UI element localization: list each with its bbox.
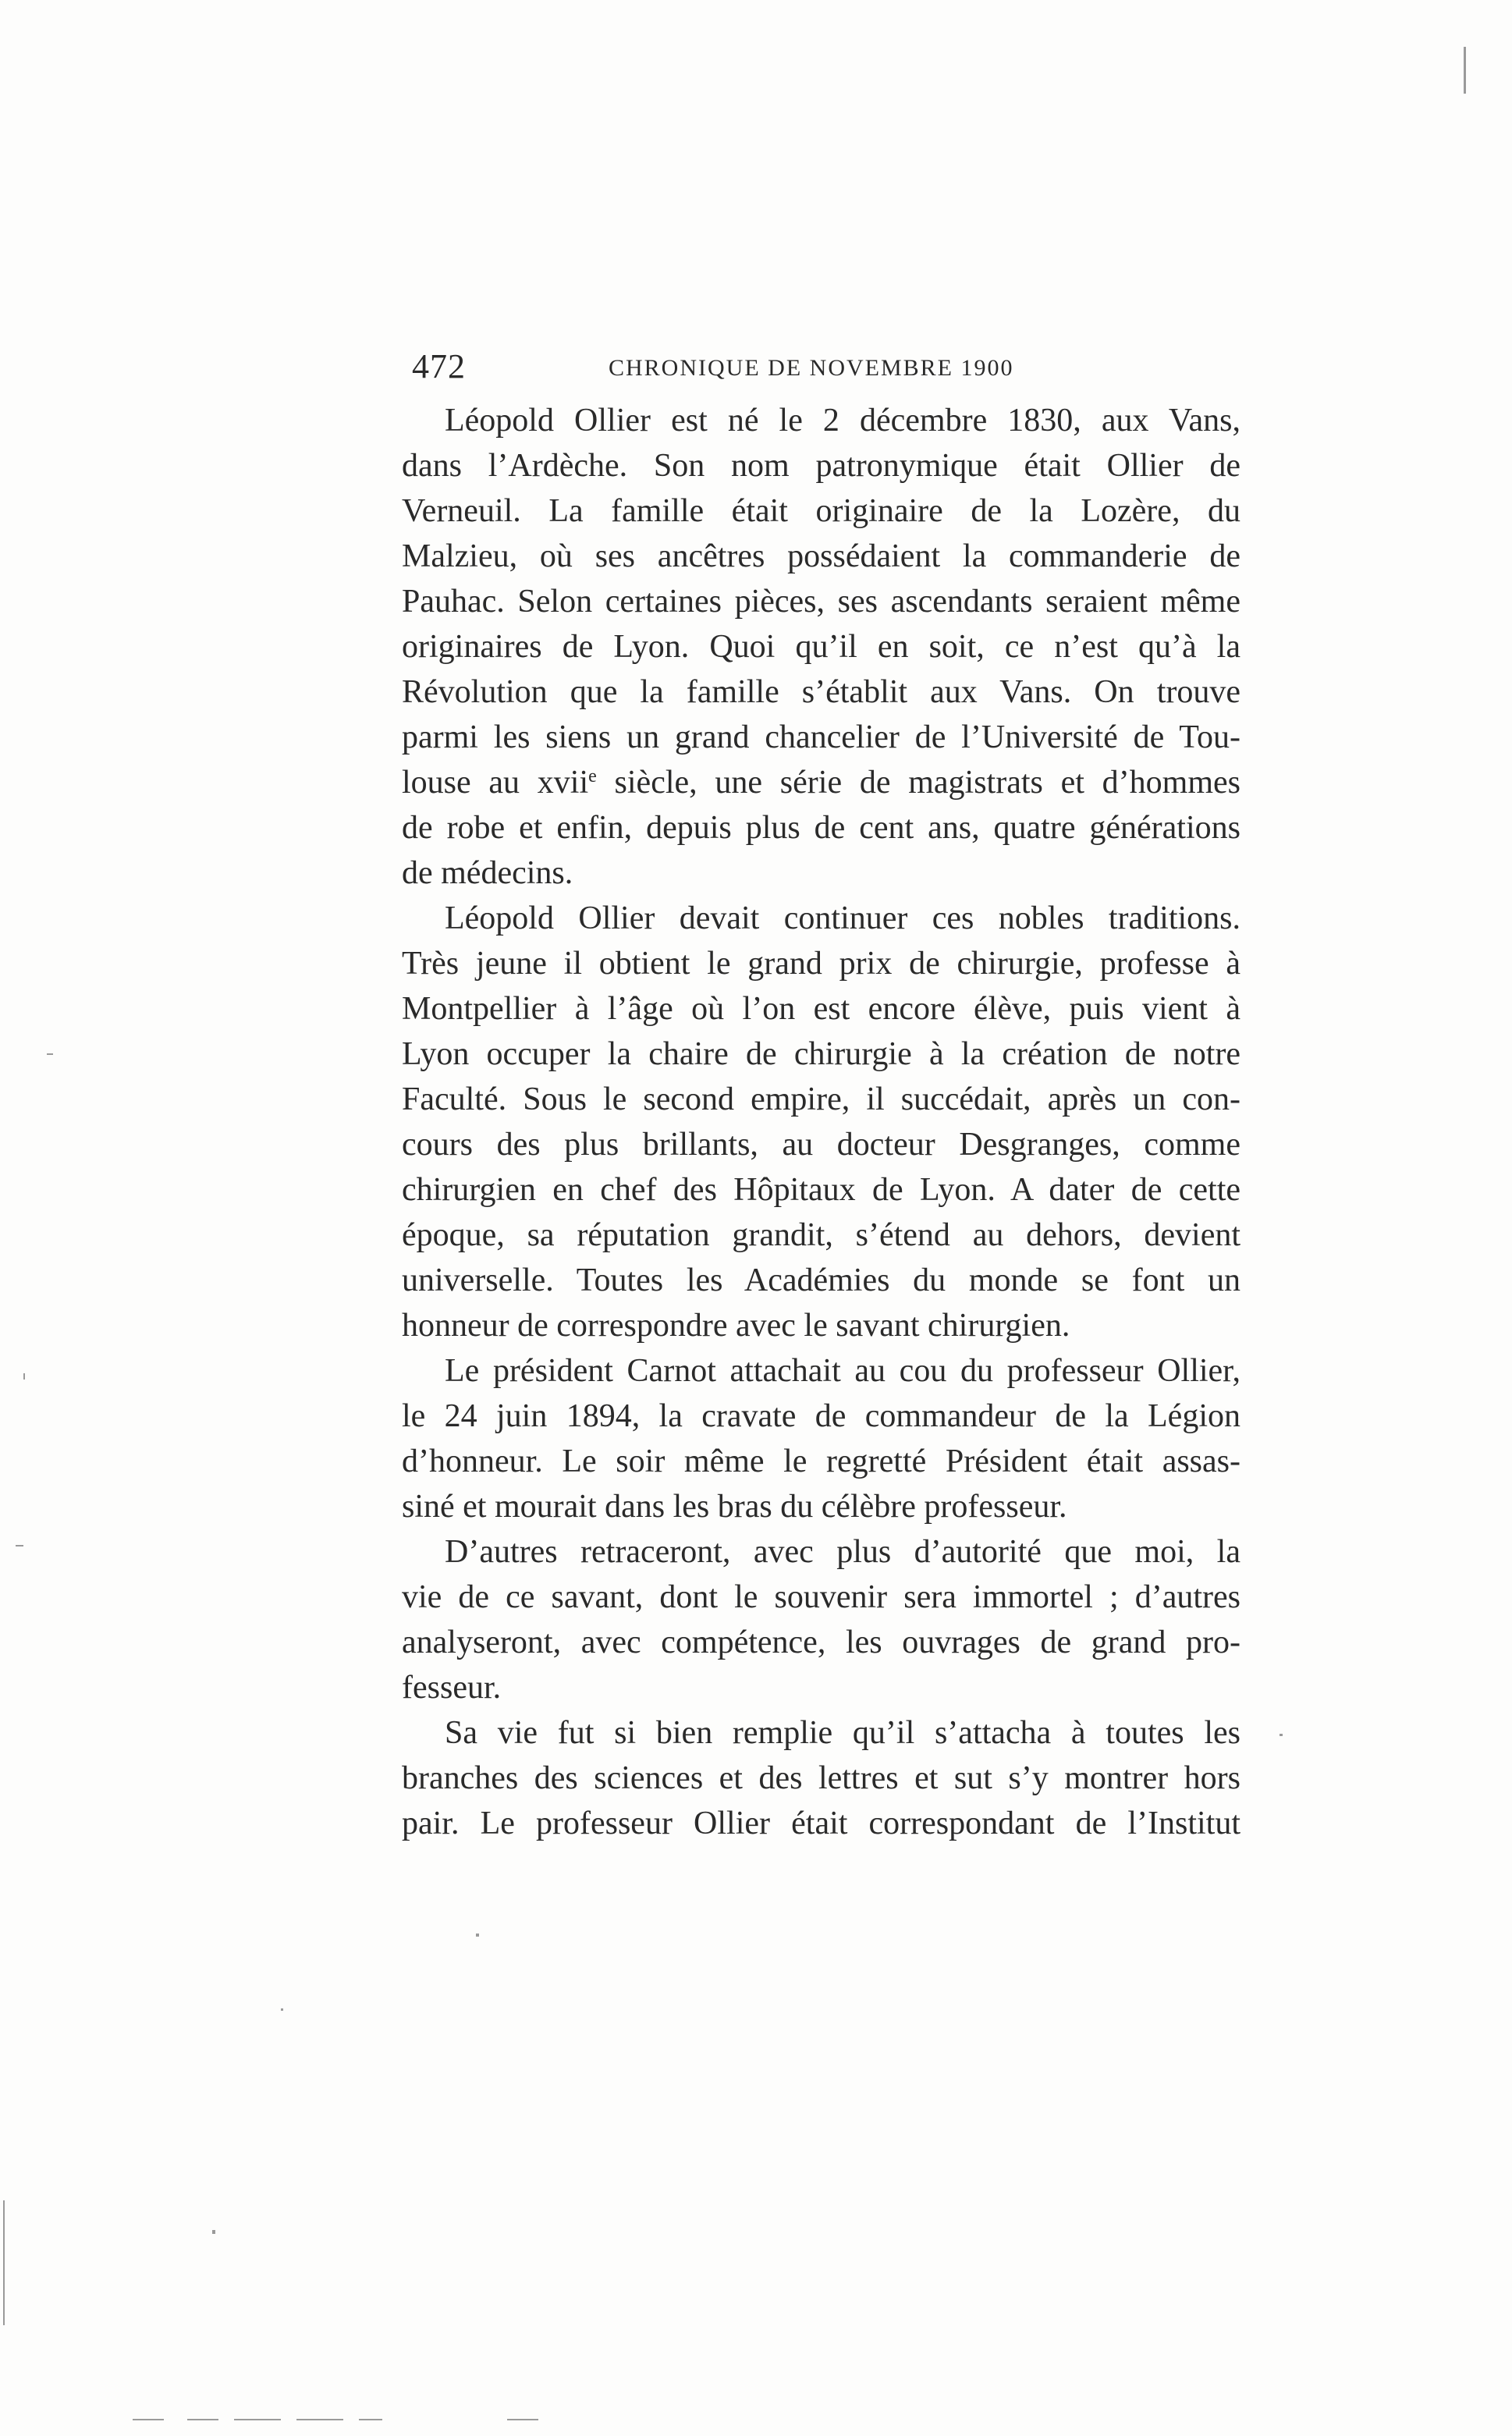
text-line: Léopold Ollier est né le 2 décembre 1830, aux Vans, [445,403,1240,439]
text-line: fesseur. [402,1670,502,1706]
scan-speck [234,2419,281,2420]
text-line: vie de ce savant, dont le souvenir sera immortel ; d’autres [402,1579,1240,1615]
century-after: siècle, une série de magistrats et d’hommes [596,765,1240,801]
text-line: Malzieu, où ses ancêtres possédaient la commanderie de [402,538,1240,574]
paragraph-4 [402,1529,1240,1710]
scan-speck [281,2008,283,2011]
text-line: Montpellier à l’âge où l’on est encore élève, puis vient à [402,991,1240,1027]
scan-speck [1464,47,1466,94]
text-line: analyseront, avec compétence, les ouvrages de grand pro- [402,1625,1240,1660]
page-number: 472 [412,347,466,385]
text-line: époque, sa réputation grandit, s’étend au dehors, devient [402,1217,1240,1253]
running-title-year: 1900 [960,355,1014,381]
text-line: Très jeune il obtient le grand prix de chirurgie, professe à [402,946,1240,982]
scan-speck [16,1545,23,1546]
scan-speck [1280,1734,1283,1736]
text-line: de robe et enfin, depuis plus de cent ans, quatre générations [402,810,1240,846]
running-title-text: CHRONIQUE DE NOVEMBRE [609,355,953,381]
text-line: d’honneur. Le soir même le regretté Président était assas- [402,1443,1240,1479]
scan-speck [212,2230,215,2234]
scan-speck [187,2419,218,2420]
text-line: honneur de correspondre avec le savant chirurgien. [402,1308,1070,1344]
scan-speck [507,2419,538,2420]
scan-speck [47,1053,53,1055]
text-line: originaires de Lyon. Quoi qu’il en soit, ce n’est qu’à la [402,629,1240,665]
scan-speck [3,2200,5,2325]
paragraph-2 [402,896,1240,1348]
text-line: D’autres retraceront, avec plus d’autorité que moi, la [445,1534,1240,1570]
paragraph-5 [402,1710,1240,1846]
text-line: Pauhac. Selon certaines pièces, ses ascendants seraient même [402,584,1240,620]
scan-speck [23,1373,25,1380]
text-line: Faculté. Sous le second empire, il succédait, après un con- [402,1081,1240,1117]
text-line: de médecins. [402,855,573,891]
paragraph-1 [402,398,1240,896]
scan-speck [296,2419,343,2420]
scan-speck [133,2419,164,2420]
text-line: le 24 juin 1894, la cravate de commandeur de la Légion [402,1398,1240,1434]
running-title [609,346,1014,390]
text-line: universelle. Toutes les Académies du monde se font un [402,1262,1240,1298]
text-line: siné et mourait dans les bras du célèbre professeur. [402,1489,1067,1525]
text-line: dans l’Ardèche. Son nom patronymique était Ollier de [402,448,1240,484]
scan-speck [476,1934,479,1937]
century-before: louse au xvii [402,765,589,801]
text-line: pair. Le professeur Ollier était correspondant de l’Institut [402,1806,1240,1841]
body-text [402,398,1240,1846]
text-line: cours des plus brillants, au docteur Desgranges, comme [402,1127,1240,1163]
text-line: Verneuil. La famille était originaire de la Lozère, du [402,493,1240,529]
text-line: branches des sciences et des lettres et sut s’y montrer hors [402,1760,1240,1796]
paragraph-3 [402,1348,1240,1529]
scan-speck [359,2419,382,2420]
text-line: parmi les siens un grand chancelier de l’Université de Tou- [402,719,1240,755]
text-line: Révolution que la famille s’établit aux Vans. On trouve [402,674,1240,710]
text-line: Léopold Ollier devait continuer ces nobles traditions. [445,900,1240,936]
text-line-century [402,760,1240,805]
text-line: Sa vie fut si bien remplie qu’il s’attacha à toutes les [445,1715,1240,1751]
century-superscript: e [588,766,597,787]
text-line: chirurgien en chef des Hôpitaux de Lyon. A dater de cette [402,1172,1240,1208]
text-line: Lyon occuper la chaire de chirurgie à la création de notre [402,1036,1240,1072]
text-line: Le président Carnot attachait au cou du professeur Ollier, [445,1353,1240,1389]
running-header [412,343,1059,390]
